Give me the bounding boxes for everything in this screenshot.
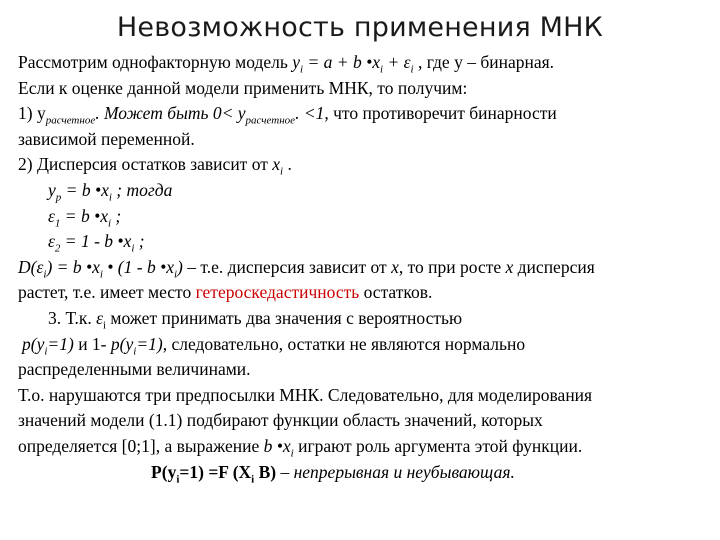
formula-part: ) = b •x <box>46 256 100 277</box>
formula-var: x <box>272 154 281 175</box>
text-line-item3 <box>18 306 708 332</box>
text-line-2: Если к оценке данной модели применить МНК, то получим: <box>18 77 468 98</box>
formula-var: x <box>505 256 514 277</box>
formula-var: ε <box>96 307 103 328</box>
subscript: i <box>99 268 103 281</box>
text-span: определяется [0;1], а выражение <box>18 435 264 456</box>
formula-part: = b •x <box>61 179 109 200</box>
text-line-3 <box>18 101 708 127</box>
formula-part: . Может быть 0< y <box>95 103 246 124</box>
formula-part: B) <box>254 461 277 482</box>
text-line-prob <box>18 332 708 358</box>
text-span: 1) y <box>18 103 46 124</box>
formula-var: ε <box>48 231 55 252</box>
text-span: может принимать два значения с вероятностью <box>106 307 463 328</box>
formula-part: =1) =F (X <box>179 461 252 482</box>
subscript: 2 <box>54 242 61 255</box>
text-span: дисперсия <box>513 256 595 277</box>
subscript: i <box>251 473 255 485</box>
formula-part: D(ε <box>18 256 44 277</box>
text-span: и 1- <box>73 333 111 354</box>
formula-part: ; <box>111 205 122 226</box>
subscript: p <box>55 191 62 204</box>
formula-var: ε <box>48 205 55 226</box>
text-span: – т.е. дисперсия зависит от <box>182 256 392 277</box>
text-line-hetero <box>18 280 708 306</box>
text-span: , то при росте <box>398 256 506 277</box>
slide-title: Невозможность применения МНК <box>116 12 604 43</box>
text-span: , следовательно, остатки не являются нормально <box>162 333 526 354</box>
text-span: играют роль аргумента этой функции. <box>293 435 583 456</box>
text-line-1 <box>18 50 708 76</box>
subscript: i <box>107 217 112 230</box>
formula-part: = b •x <box>60 205 108 226</box>
formula-part: + ε <box>383 52 411 72</box>
formula-var: y <box>292 52 301 72</box>
formula-part: = a + b •x <box>303 52 380 72</box>
subscript: i <box>43 268 47 281</box>
text-line-16 <box>18 434 708 460</box>
formula-var: y <box>48 179 56 200</box>
subscript: i <box>102 319 107 332</box>
subscript: i <box>176 473 180 485</box>
formula-part: b •x <box>263 435 291 456</box>
text-span: Рассмотрим однофакторную модель <box>18 52 293 72</box>
text-line-13: распределенными величинами. <box>18 359 251 380</box>
text-span: – непрерывная и неубывающая. <box>276 461 515 482</box>
formula-part: ; тогда <box>111 179 173 200</box>
text-span: , где y – бинарная. <box>413 52 555 72</box>
formula-line-eps2 <box>18 229 708 255</box>
slide-body <box>18 50 708 485</box>
formula-part: p(y <box>22 333 45 354</box>
subscript: i <box>410 63 414 76</box>
text-span: . <box>283 154 292 175</box>
text-line-variance <box>18 255 708 281</box>
subscript: i <box>108 191 112 204</box>
subscript: i <box>300 63 304 76</box>
text-span: 3. Т.к. <box>48 307 97 328</box>
text-line-15: значений модели (1.1) подбирают функции область значений, которых <box>18 410 543 431</box>
text-span: растет, т.е. имеет место <box>18 282 196 303</box>
formula-line-yp <box>18 178 708 204</box>
highlighted-term: гетероскедастичность <box>195 282 360 303</box>
subscript: i <box>133 345 137 358</box>
formula-var: x <box>391 256 399 277</box>
subscript: i <box>280 165 284 178</box>
formula-part: • (1 - b •x <box>102 256 174 277</box>
subscript: i <box>290 447 294 460</box>
formula-part: . <1, <box>295 103 329 124</box>
formula-line-eps1 <box>18 204 708 230</box>
text-line-4: зависимой переменной. <box>18 128 195 149</box>
subscript: расчетное <box>45 114 96 127</box>
subscript: 1 <box>54 217 61 230</box>
final-formula <box>18 460 708 486</box>
text-line-14: Т.о. нарушаются три предпосылки МНК. Следовательно, для моделирования <box>18 384 593 405</box>
subscript: i <box>173 268 178 281</box>
formula-part: = 1 - b •x <box>60 231 132 252</box>
subscript: i <box>44 345 48 358</box>
formula-part: ; <box>134 231 145 252</box>
text-span: остатков. <box>359 282 433 303</box>
text-line-5 <box>18 152 708 178</box>
text-span: 2) Дисперсия остатков зависит от <box>18 154 273 175</box>
text-span: что противоречит бинарности <box>328 103 557 124</box>
subscript: расчетное <box>245 114 296 127</box>
subscript: i <box>380 63 384 76</box>
formula-part: =1) <box>136 333 163 354</box>
subscript: i <box>131 242 135 255</box>
formula-part: =1) <box>47 333 74 354</box>
formula-part: P(y <box>151 461 177 482</box>
formula-part: p(y <box>110 333 134 354</box>
formula-part: ) <box>177 256 183 277</box>
